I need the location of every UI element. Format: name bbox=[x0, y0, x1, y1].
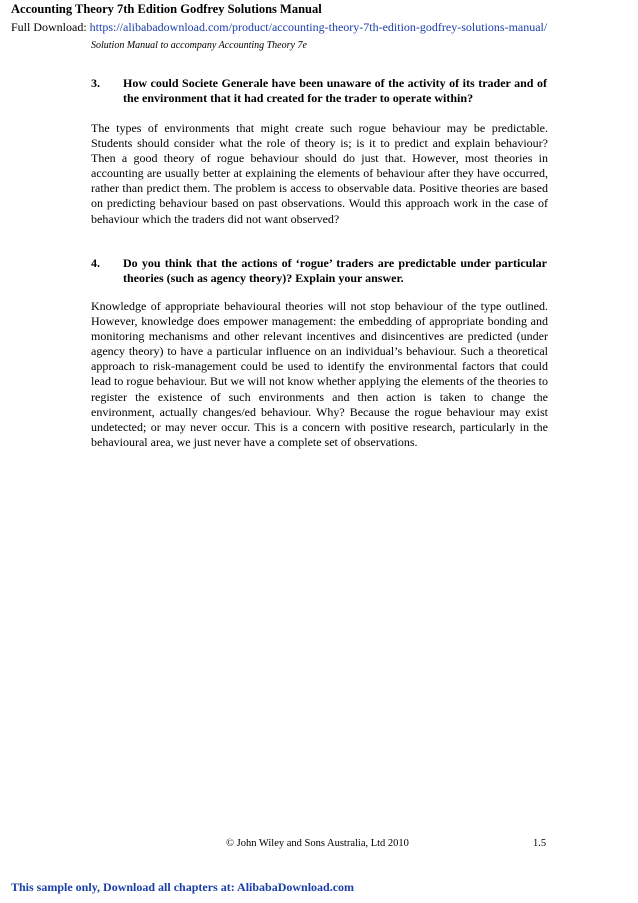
answer-4: Knowledge of appropriate behavioural theories will not stop behaviour of the type outlined. However, knowledge does empower management: the embedding of appropriate bonding and monitoring mechanisms and other relevant incentives and disincentives are predicted (under agency theory) to have a particular influence on an individual’s behaviour. Such a theoretical approach to risk-management could be used to identify the environmental factors that could lead to rogue behaviour. But we will not know whether applying the elements of the theories to register the existence of such environments and then action is taken to change the environment, actually changes/ed behaviour. Why? Because the rogue behaviour may exist undetected; or may never occur. This is a concern with positive research, particularly in the behavioural area, we just never have a complete set of observations. bbox=[91, 299, 548, 449]
document-title: Accounting Theory 7th Edition Godfrey Solutions Manual bbox=[11, 2, 322, 16]
question-number: 3. bbox=[91, 76, 100, 90]
question-4 bbox=[91, 256, 547, 286]
question-3 bbox=[91, 76, 547, 106]
question-text: Do you think that the actions of ‘rogue’ traders are predictable under particular theories (such as agency theory)? Explain your answer. bbox=[123, 256, 547, 285]
question-number: 4. bbox=[91, 256, 100, 270]
question-text: How could Societe Generale have been unaware of the activity of its trader and of the environment that it had created for the trader to operate within? bbox=[123, 76, 547, 105]
download-line bbox=[11, 20, 547, 35]
download-label: Full Download: bbox=[11, 20, 87, 34]
download-link[interactable]: https://alibabadownload.com/product/accounting-theory-7th-edition-godfrey-solutions-manual/ bbox=[89, 20, 548, 34]
page-number: 1.5 bbox=[533, 838, 547, 849]
answer-3: The types of environments that might create such rogue behaviour may be predictable. Students should consider what the role of theory is; is it to predict and explain behaviour? Then a good theory of rogue behaviour should do just that. However, most theories in accounting are usually better at explaining the elements of behaviour after they have occurred, rather than predict them. The problem is access to observable data. Positive theories are based on predicting behaviour based on past observations. Would this approach work in the case of behaviour which the traders did not want observed? bbox=[91, 121, 548, 226]
download-banner[interactable]: This sample only, Download all chapters at: AlibabaDownload.com bbox=[11, 880, 355, 894]
footer-copyright: © John Wiley and Sons Australia, Ltd 2010 bbox=[226, 838, 409, 849]
running-header: Solution Manual to accompany Accounting Theory 7e bbox=[91, 40, 307, 51]
